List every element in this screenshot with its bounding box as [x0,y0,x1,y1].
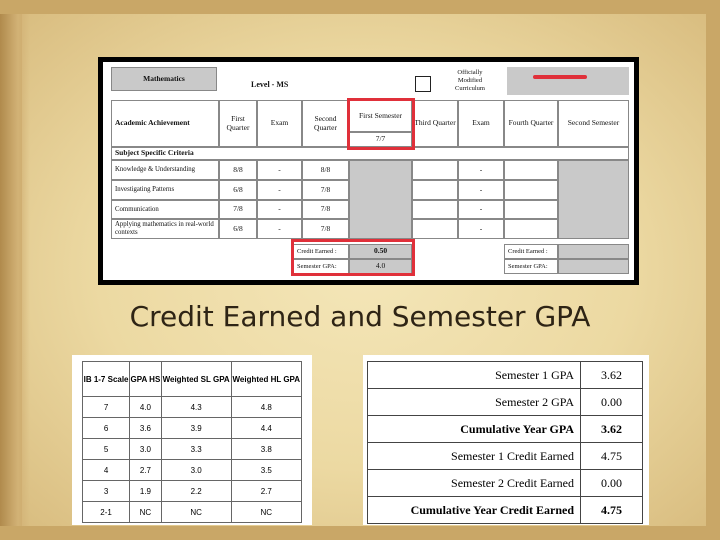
header-fourth-quarter: Fourth Quarter [504,100,558,147]
header-first-quarter: First Quarter [219,100,257,147]
credit-earned-label-2: Credit Earned : [504,244,558,259]
gpa-value: 4.75 [581,443,643,470]
ib-cell: 2.7 [130,460,162,481]
credit-earned-label: Credit Earned : [293,244,349,259]
criteria-cell: - [257,160,302,180]
gpa-label: Semester 1 GPA [368,362,581,389]
ib-cell: NC [161,502,231,523]
criteria-cell: Investigating Patterns [111,180,219,200]
ib-cell: 4 [83,460,130,481]
criteria-cell: 8/8 [302,160,349,180]
ib-cell: 1.9 [130,481,162,502]
level-label: Level - MS [251,80,289,89]
criteria-title: Subject Specific Criteria [111,147,629,160]
criteria-cell: Communication [111,200,219,219]
criteria-cell [412,200,458,219]
credit-earned-value: 0.50 [349,244,412,259]
header-third-quarter: Third Quarter [412,100,458,147]
page-title: Credit Earned and Semester GPA [129,300,591,333]
gpa-row [368,362,643,389]
semester-gpa-label: Semester GPA: [293,259,349,274]
ib-cell: 2-1 [83,502,130,523]
table-row [83,460,302,481]
criteria-cell: - [257,200,302,219]
gpa-label: Semester 2 Credit Earned [368,470,581,497]
gpa-value: 4.75 [581,497,643,524]
gpa-label: Cumulative Year Credit Earned [368,497,581,524]
ib-header-cell: Weighted HL GPA [231,362,301,397]
credit-gpa-highlight [291,239,415,276]
second-semester-criteria-grey [558,160,629,239]
table-row [83,439,302,460]
criteria-cell: 7/8 [219,200,257,219]
gpa-row [368,470,643,497]
criteria-cell [412,219,458,239]
gpa-value: 3.62 [581,416,643,443]
table-row [83,481,302,502]
criteria-cell [504,219,558,239]
gpa-row [368,416,643,443]
report-card [98,57,639,285]
criteria-cell: - [458,180,504,200]
ib-cell: 6 [83,418,130,439]
criteria-cell: 6/8 [219,219,257,239]
academic-achievement-header: Academic Achievement [111,100,219,147]
header-second-semester: Second Semester [558,100,629,147]
first-semester-highlight [347,98,415,150]
ib-cell: 4.3 [161,397,231,418]
ib-cell: 4.8 [231,397,301,418]
student-name-redacted [507,67,629,95]
header-exam-1: Exam [257,100,302,147]
criteria-cell: 7/8 [302,200,349,219]
gpa-row [368,389,643,416]
semester-gpa-label-2: Semester GPA: [504,259,558,274]
subject-cell [111,67,217,91]
ib-scale-table [72,355,312,525]
ib-cell: 3.5 [231,460,301,481]
credit-earned-value-2 [558,244,629,259]
criteria-cell: 7/8 [302,219,349,239]
ib-cell: 3.9 [161,418,231,439]
criteria-cell: 6/8 [219,180,257,200]
criteria-cell [504,200,558,219]
semester-gpa-value: 4.0 [349,259,412,274]
table-row [83,397,302,418]
criteria-cell: - [257,219,302,239]
gpa-row [368,443,643,470]
gpa-value: 0.00 [581,389,643,416]
gpa-value: 0.00 [581,470,643,497]
ib-header-cell: Weighted SL GPA [161,362,231,397]
criteria-cell: - [458,219,504,239]
criteria-cell: - [257,180,302,200]
ib-cell: 3.0 [130,439,162,460]
subject-label: Mathematics [143,73,185,83]
ib-cell: 3.6 [130,418,162,439]
ib-cell: NC [130,502,162,523]
ib-cell: 5 [83,439,130,460]
table-row [83,418,302,439]
criteria-cell [412,160,458,180]
header-second-quarter: Second Quarter [302,100,349,147]
ib-cell: 7 [83,397,130,418]
ib-header-cell: IB 1-7 Scale [83,362,130,397]
criteria-cell: - [458,200,504,219]
gpa-row [368,497,643,524]
ib-cell: 3.8 [231,439,301,460]
ib-cell: 2.2 [161,481,231,502]
ib-header-cell: GPA HS [130,362,162,397]
semester-gpa-value-2 [558,259,629,274]
gpa-value: 3.62 [581,362,643,389]
table-row [83,502,302,523]
modified-curriculum-label: Officially Modified Curriculum [455,69,485,93]
criteria-cell: Knowledge & Understanding [111,160,219,180]
gpa-label: Semester 1 Credit Earned [368,443,581,470]
first-semester-value: 7/7 [349,132,412,147]
gpa-label: Cumulative Year GPA [368,416,581,443]
gpa-label: Semester 2 GPA [368,389,581,416]
gpa-summary-table [363,355,649,525]
modified-curriculum-checkbox[interactable] [415,76,431,92]
ib-cell: 3.0 [161,460,231,481]
ib-cell: NC [231,502,301,523]
ib-cell: 3.3 [161,439,231,460]
ib-cell: 4.4 [231,418,301,439]
redaction-mark [533,75,587,79]
criteria-cell: 7/8 [302,180,349,200]
criteria-cell [504,180,558,200]
header-exam-2: Exam [458,100,504,147]
first-semester-criteria-grey [349,160,412,239]
criteria-cell [504,160,558,180]
criteria-cell: - [458,160,504,180]
criteria-cell [412,180,458,200]
ib-cell: 3 [83,481,130,502]
ib-cell: 2.7 [231,481,301,502]
ib-cell: 4.0 [130,397,162,418]
header-first-semester: First Semester [349,100,412,132]
criteria-cell: Applying mathematics in real-world contexts [111,219,219,239]
criteria-cell: 8/8 [219,160,257,180]
